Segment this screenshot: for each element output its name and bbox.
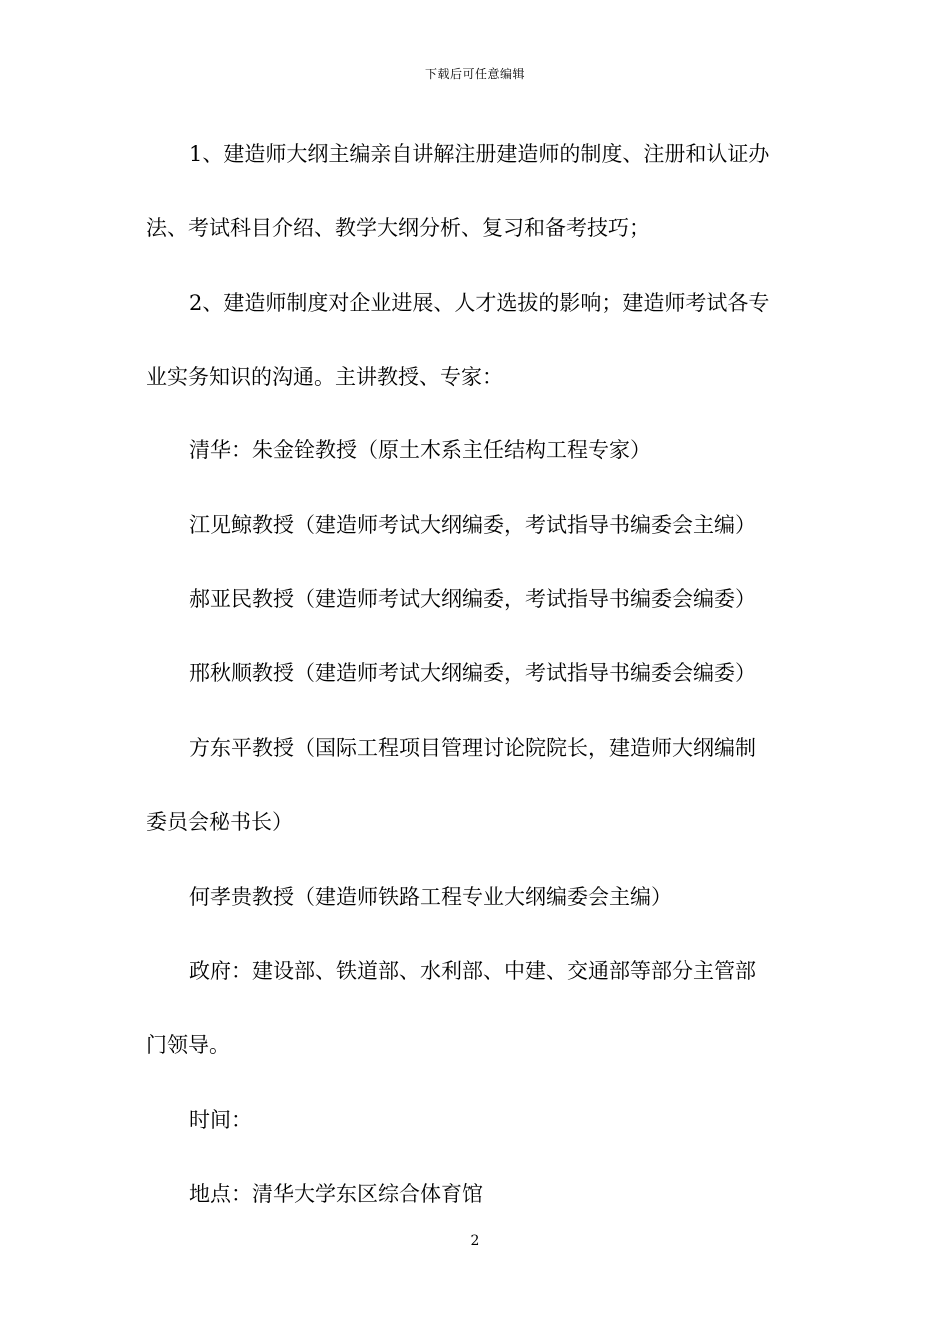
paragraph-time: 时间： [189,1108,252,1132]
paragraph-hao: 郝亚民教授（建造师考试大纲编委，考试指导书编委会编委） [189,587,756,611]
paragraph-government-line-1: 政府：建设部、铁道部、水利部、中建、交通部等部分主管部 [189,959,756,983]
paragraph-fang-line-2: 委员会秘书长） [146,810,293,834]
paragraph-government-line-2: 门领导。 [146,1033,230,1057]
paragraph-location: 地点：清华大学东区综合体育馆 [189,1182,483,1206]
paragraph-qinghua: 清华：朱金铨教授（原土木系主任结构工程专家） [189,438,651,462]
paragraph-2-line-1: 2、建造师制度对企业进展、人才选拔的影响；建造师考试各专 [189,291,770,315]
page-header: 下载后可任意编辑 [424,67,525,81]
paragraph-1-line-2: 法、考试科目介绍、教学大纲分析、复习和备考技巧； [146,216,650,240]
page-number: 2 [470,1233,480,1249]
paragraph-xing: 邢秋顺教授（建造师考试大纲编委，考试指导书编委会编委） [189,661,756,685]
paragraph-1-line-1: 1、建造师大纲主编亲自讲解注册建造师的制度、注册和认证办 [189,142,770,166]
paragraph-2-line-2: 业实务知识的沟通。主讲教授、专家： [146,365,503,389]
paragraph-fang-line-1: 方东平教授（国际工程项目管理讨论院院长，建造师大纲编制 [189,736,756,760]
paragraph-jiang: 江见鲸教授（建造师考试大纲编委，考试指导书编委会主编） [189,513,756,537]
paragraph-he: 何孝贵教授（建造师铁路工程专业大纲编委会主编） [189,885,672,909]
